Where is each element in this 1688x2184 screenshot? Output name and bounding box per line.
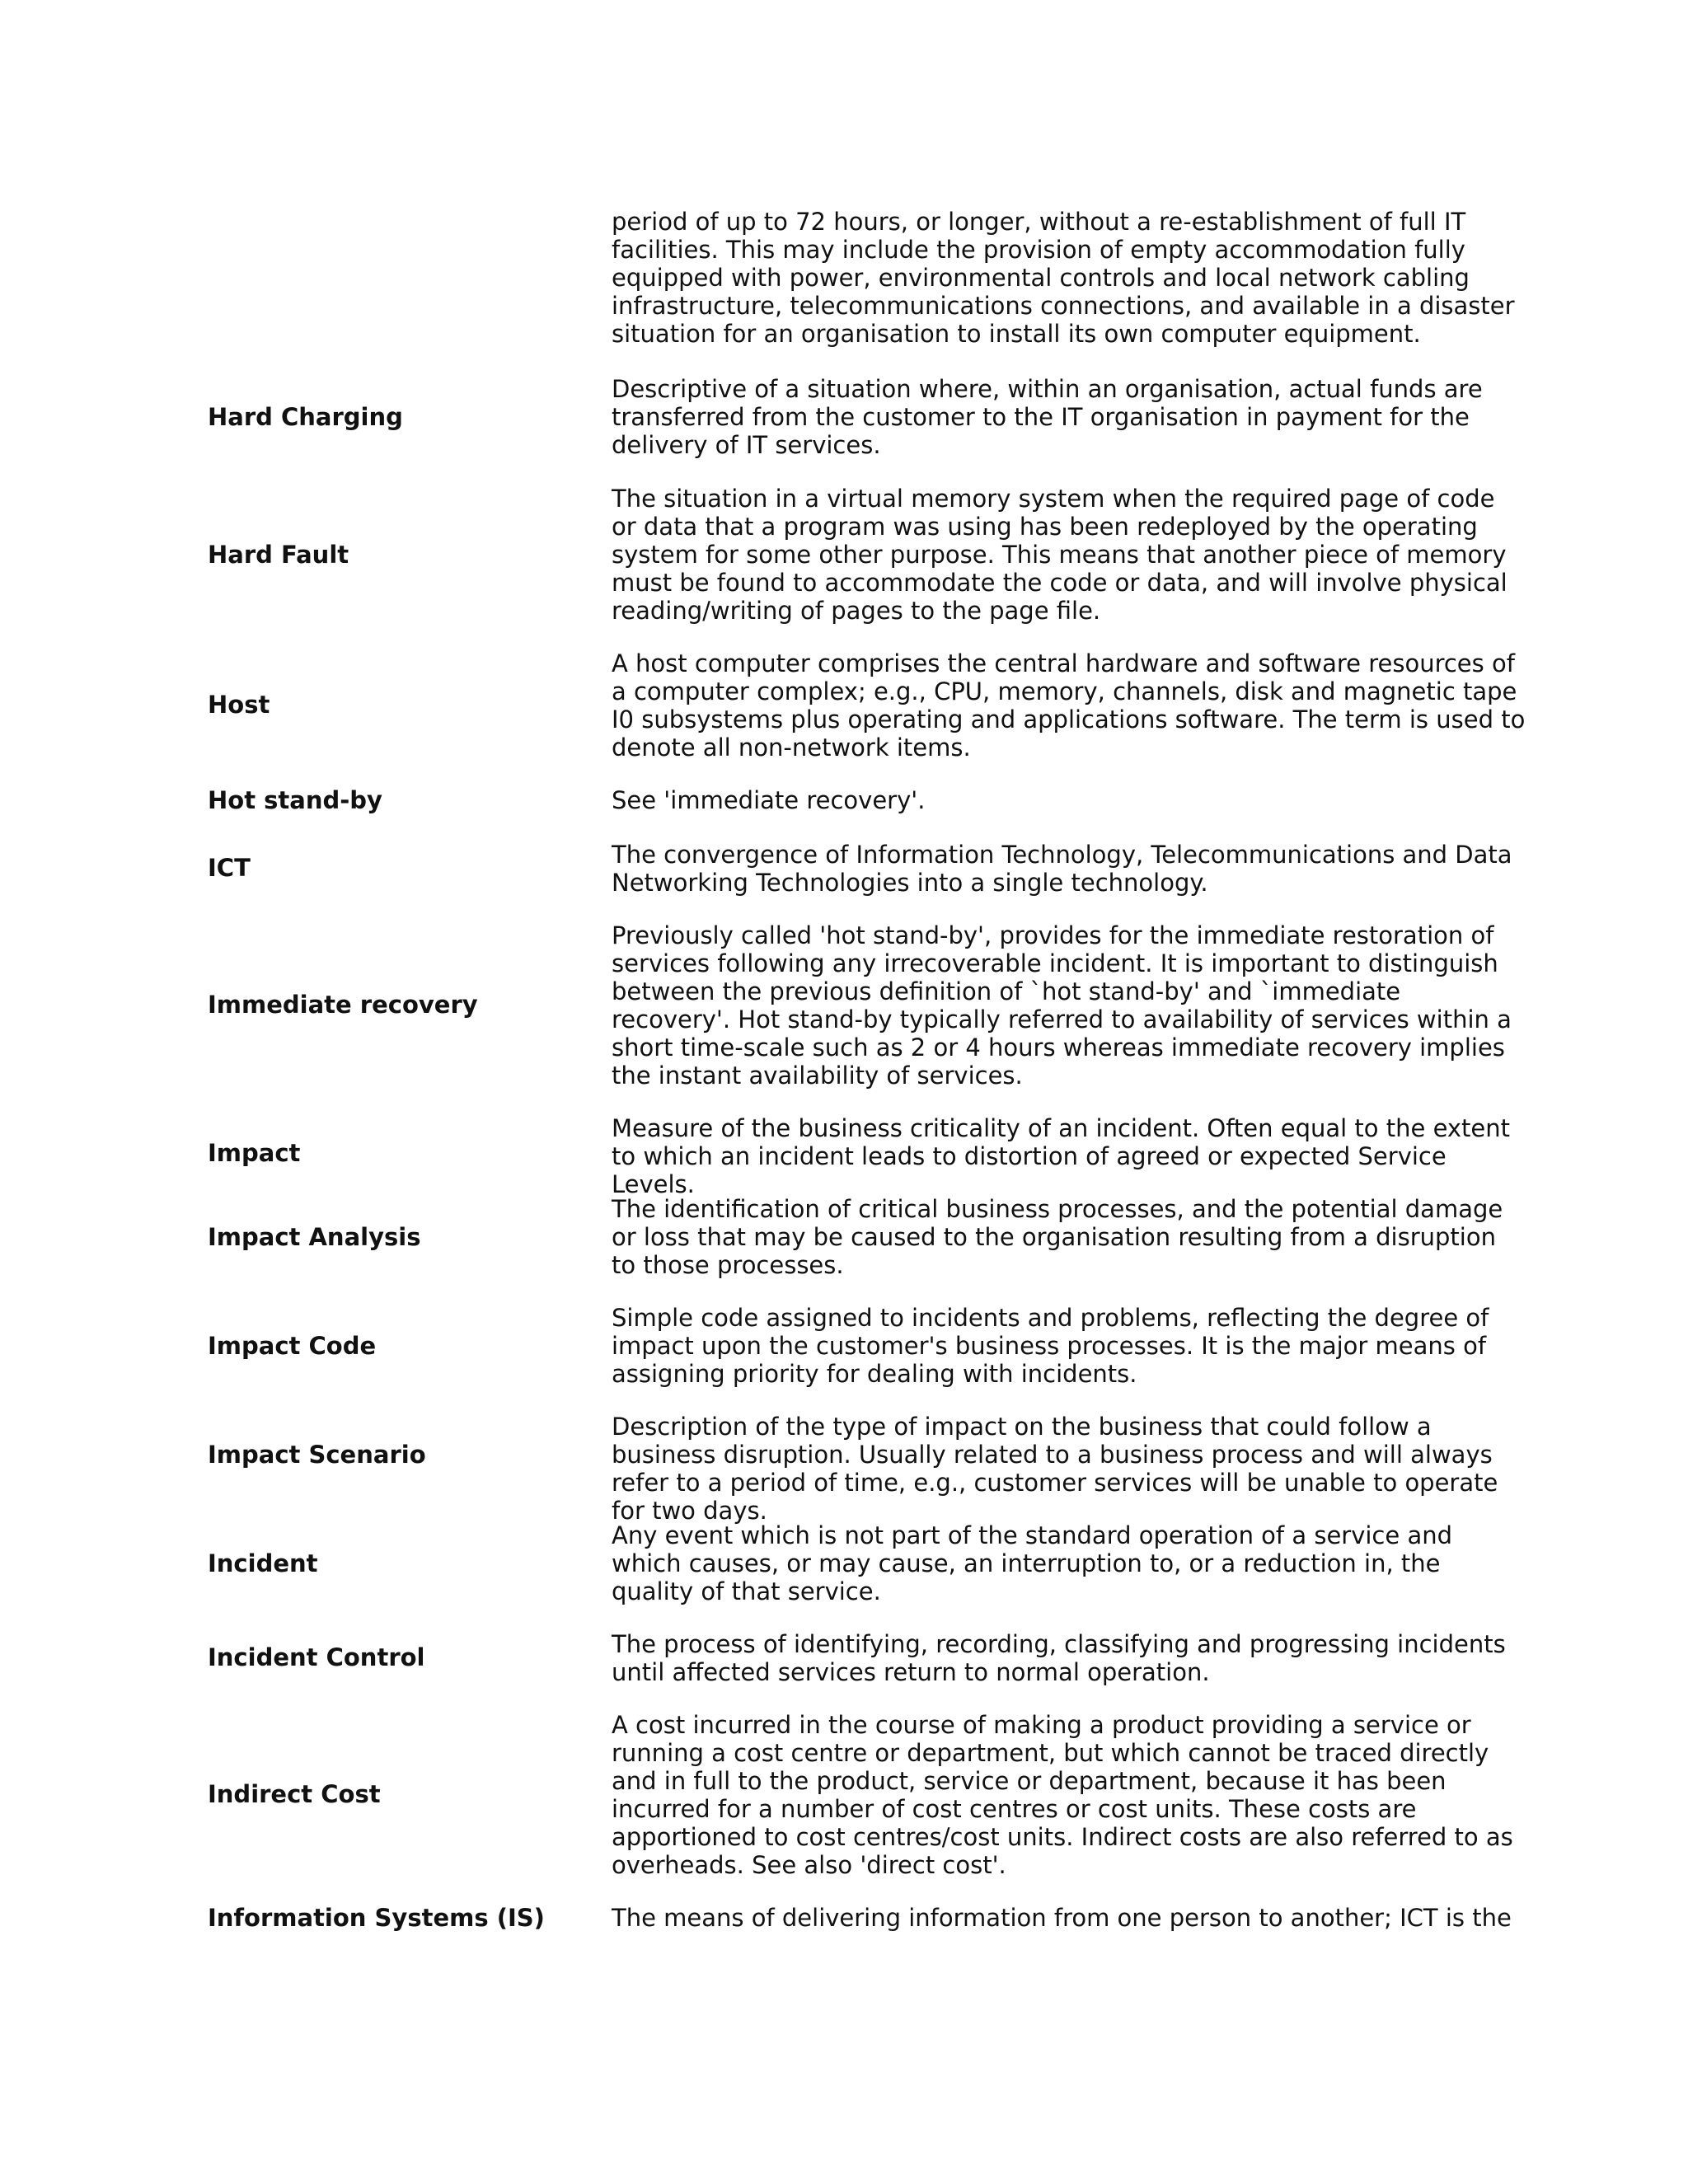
term-label: Impact Code <box>208 1332 377 1360</box>
glossary-entry <box>208 1195 1526 1279</box>
term-label: ICT <box>208 854 251 882</box>
definition-text: Measure of the business criticality of an incident. Often equal to the extent to which an incident leads to distortion of agreed or expected Service Levels. <box>612 1114 1511 1198</box>
term-label: Impact <box>208 1139 301 1167</box>
glossary-entry <box>208 208 1526 348</box>
term-label: Indirect Cost <box>208 1780 381 1808</box>
term-label: Hard Fault <box>208 541 349 569</box>
definition-text: See 'immediate recovery'. <box>612 786 926 814</box>
term-label: Incident <box>208 1549 318 1577</box>
definition-text: The convergence of Information Technology, Telecommunications and Data Networking Technologies into a single technology. <box>612 841 1512 897</box>
term-label: Hard Charging <box>208 403 403 431</box>
definition-text: The situation in a virtual memory system when the required page of code or data that a program was using has been redeployed by the operating system for some other purpose. This means that another piece of memory must be found to accommodate the code or data, and will involve physical reading/writing of pages to the page file. <box>612 485 1507 625</box>
glossary-entry <box>208 1114 1526 1198</box>
glossary-entry <box>208 841 1526 897</box>
definition-text: Any event which is not part of the standard operation of a service and which causes, or may cause, an interruption to, or a reduction in, the quality of that service. <box>612 1521 1452 1605</box>
definition-text: The means of delivering information from one person to another; ICT is the <box>612 1904 1512 1932</box>
term-label: Host <box>208 691 270 719</box>
term-label: Immediate recovery <box>208 991 478 1019</box>
definition-text: Description of the type of impact on the business that could follow a business disruption. Usually related to a business process and will always refer to a period of time, e.g., customer services will be unable to operate for two days. <box>612 1413 1498 1525</box>
glossary-entry <box>208 1904 1526 1932</box>
definition-text: The process of identifying, recording, classifying and progressing incidents until affected services return to normal operation. <box>612 1630 1506 1686</box>
glossary-entry <box>208 485 1526 625</box>
glossary-entry <box>208 786 1526 814</box>
glossary-entry <box>208 1521 1526 1605</box>
definition-text: The identification of critical business processes, and the potential damage or loss that may be caused to the organisation resulting from a disruption to those processes. <box>612 1195 1503 1279</box>
definition-text: Descriptive of a situation where, within an organisation, actual funds are transferred from the customer to the IT organisation in payment for the delivery of IT services. <box>612 375 1483 459</box>
glossary-entry <box>208 1630 1526 1686</box>
definition-text: A cost incurred in the course of making a product providing a service or running a cost centre or department, but which cannot be traced directly and in full to the product, service or department, because it has been incurred for a number of cost centres or cost units. These costs are apportioned to cost centres/cost units. Indirect costs are also referred to as overheads. See also 'direct cost'. <box>612 1711 1513 1879</box>
glossary-entry <box>208 1711 1526 1879</box>
definition-text: A host computer comprises the central hardware and software resources of a computer complex; e.g., CPU, memory, channels, disk and magnetic tape I0 subsystems plus operating and applications software. The term is used to denote all non-network items. <box>612 649 1526 762</box>
term-label: Impact Analysis <box>208 1223 421 1251</box>
definition-text: Simple code assigned to incidents and problems, reflecting the degree of impact upon the customer's business processes. It is the major means of assigning priority for dealing with incidents. <box>612 1304 1489 1388</box>
glossary-entry <box>208 1304 1526 1388</box>
glossary-entry <box>208 1413 1526 1525</box>
term-label: Information Systems (IS) <box>208 1904 545 1932</box>
definition-text: period of up to 72 hours, or longer, without a re-establishment of full IT facilities. This may include the provision of empty accommodation fully equipped with power, environmental controls and local network cabling infrastructure, telecommunications connections, and available in a disaster situation for an organisation to install its own computer equipment. <box>612 208 1515 348</box>
term-label: Impact Scenario <box>208 1441 426 1469</box>
term-label: Incident Control <box>208 1643 425 1671</box>
glossary-entry <box>208 375 1526 459</box>
term-label: Hot stand-by <box>208 786 382 814</box>
glossary-entry <box>208 921 1526 1090</box>
glossary-entry <box>208 649 1526 762</box>
definition-text: Previously called 'hot stand-by', provides for the immediate restoration of services following any irrecoverable incident. It is important to distinguish between the previous definition of `hot stand-by' and `immediate recovery'. Hot stand-by typically referred to availability of services within a short time-scale such as 2 or 4 hours whereas immediate recovery implies the instant availability of services. <box>612 921 1512 1090</box>
